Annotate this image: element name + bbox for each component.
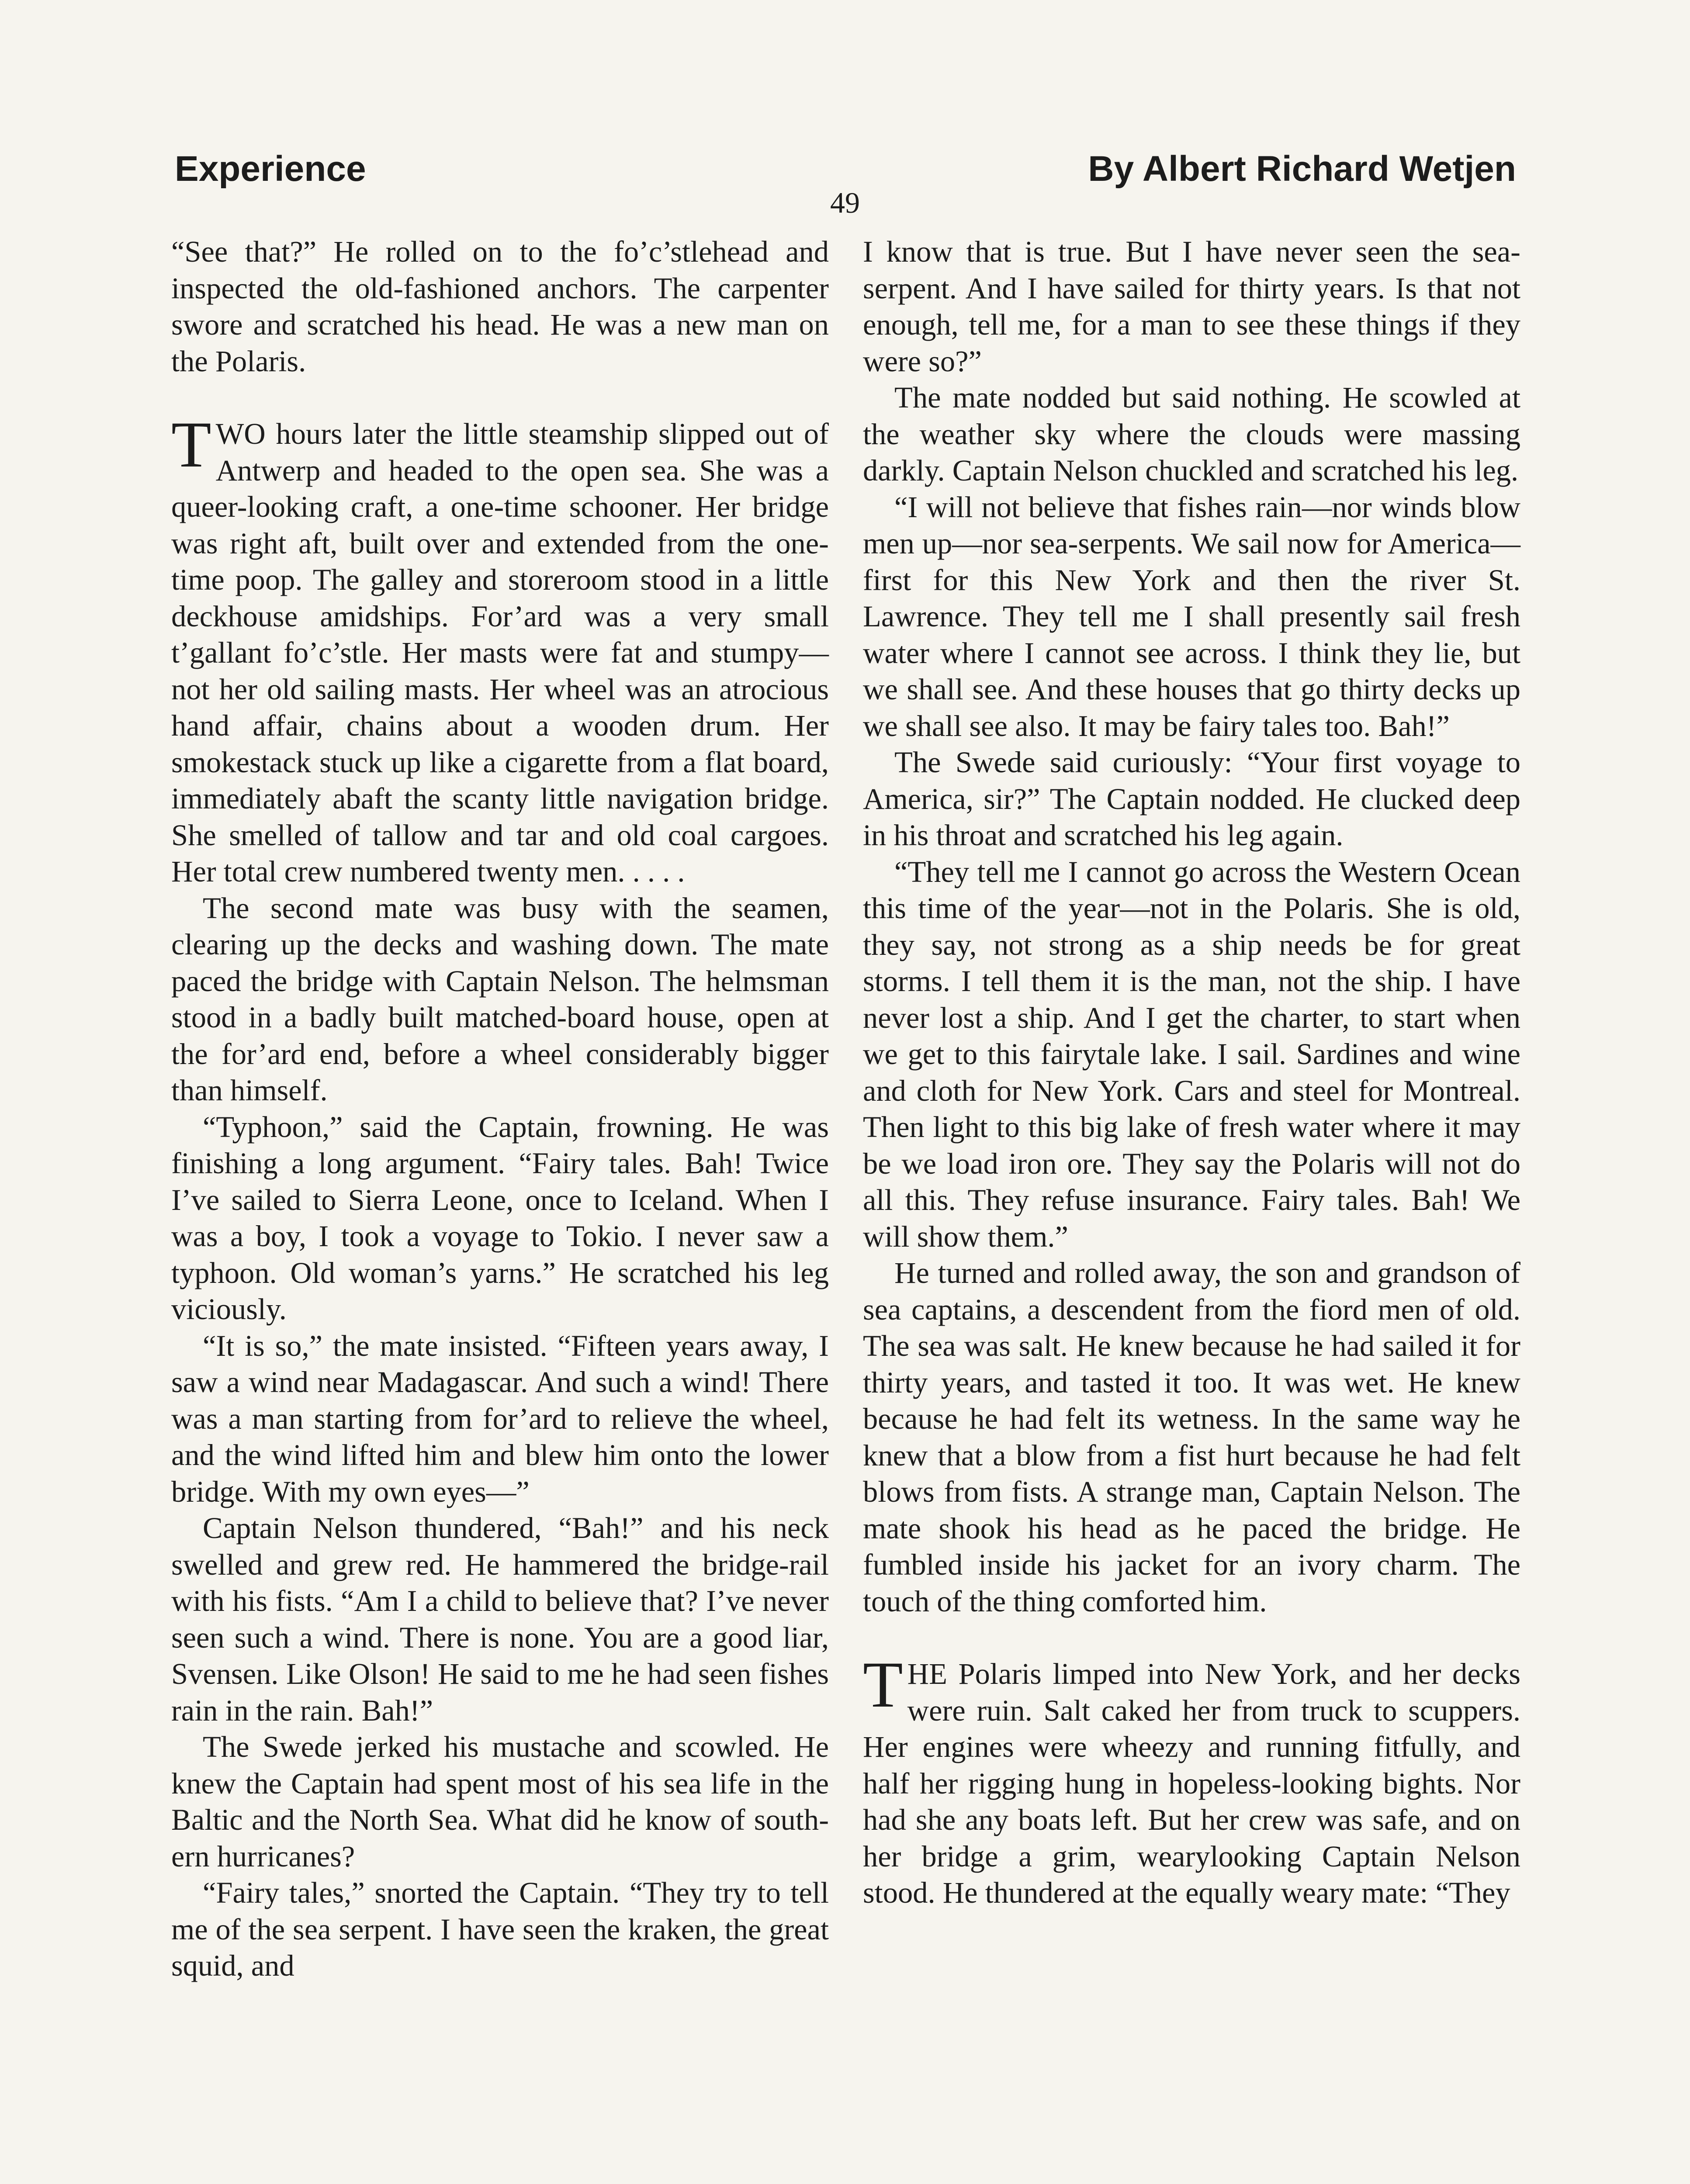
story-title: Experience <box>175 149 366 189</box>
paragraph: I know that is true. But I have never seen the sea-serpent. And I have sailed for thirty years. Is that not enough, tell me, for a man to see these things if they were so?” <box>863 235 1520 378</box>
paragraph: “See that?” He rolled on to the fo’c’stlehead and inspected the old-fashioned anchors. The carpenter swore and scratched his head. He was a new man on the Polaris. <box>171 235 829 378</box>
paragraph: TWO hours later the little steamship slipped out of Antwerp and headed to the open sea. She was a queer-looking craft, a one-time schooner. Her bridge was right aft, built over and extended from the one-time poop. The galley and storeroom stood in a little deckhouse amidships. For’ard was a very small t’gallant fo’c’stle. Her masts were fat and stumpy—not her old sailing masts. Her wheel was an atrocious hand affair, chains about a wooden drum. Her smokestack stuck up like a cigarette from a flat board, immediately abaft the scanty little navigation bridge. She smelled of tallow and tar and old coal cargoes. Her total crew numbered twenty men. . . . . <box>171 408 829 888</box>
paragraph: The Swede jerked his mustache and scowled. He knew the Captain had spent most of his sea life in the Baltic and the North Sea. What did he know of southern hurricanes? <box>171 1730 829 1873</box>
paragraph: The second mate was busy with the seamen, clearing up the decks and washing down. The mate paced the bridge with Captain Nelson. The helmsman stood in a badly built matched-board house, open at the for’ard end, before a wheel considerably bigger than himself. <box>171 891 829 1107</box>
paragraph: The Swede said curiously: “Your first voyage to America, sir?” The Captain nodded. He clucked deep in his throat and scratched his leg again. <box>863 746 1520 852</box>
paragraph: “I will not believe that fishes rain—nor winds blow men up—nor sea-serpents. We sail now for America—first for this New York and then the river St. Lawrence. They tell me I shall presently sail fresh water where I cannot see across. I think they lie, but we shall see. And these houses that go thirty decks up we shall see also. It may be fairy tales too. Bah!” <box>863 490 1520 743</box>
paragraph: Captain Nelson thundered, “Bah!” and his neck swelled and grew red. He hammered the bridge-rail with his fists. “Am I a child to believe that? I’ve never seen such a wind. There is none. You are a good liar, Svensen. Like Olson! He said to me he had seen fishes rain in the rain. Bah!” <box>171 1511 829 1727</box>
paragraph: The mate nodded but said nothing. He scowled at the weather sky where the clouds were massing darkly. Captain Nelson chuckled and scratched his leg. <box>863 381 1520 487</box>
paragraph: “Fairy tales,” snorted the Captain. “They try to tell me of the sea serpent. I have seen the kraken, the great squid, and <box>171 1876 829 1982</box>
page-number: 49 <box>830 186 860 219</box>
paragraph: “It is so,” the mate insisted. “Fifteen years away, I saw a wind near Madagascar. And such a wind! There was a man starting from for’ard to relieve the wheel, and the wind lifted him and blew him onto the lower bridge. With my own eyes—” <box>171 1329 829 1508</box>
paragraph: “Typhoon,” said the Captain, frowning. He was finishing a long argument. “Fairy tales. Bah! Twice I’ve sailed to Sierra Leone, once to Iceland. When I was a boy, I took a voyage to Tokio. I never saw a typhoon. Old woman’s yarns.” He scratched his leg viciously. <box>171 1110 829 1326</box>
left-column <box>171 234 829 1984</box>
story-byline: By Albert Richard Wetjen <box>1088 149 1516 189</box>
right-column <box>863 234 1520 1911</box>
paragraph: THE Polaris limped into New York, and her decks were ruin. Salt caked her from truck to scuppers. Her engines were wheezy and running fitfully, and half her rigging hung in hopeless-looking bights. Nor had she any boats left. But her crew was safe, and on her bridge a grim, wearylooking Captain Nelson stood. He thundered at the equally weary mate: “They <box>863 1648 1520 1909</box>
paragraph: “They tell me I cannot go across the Western Ocean this time of the year—not in the Polaris. She is old, they say, not strong as a ship needs be for great storms. I tell them it is the man, not the ship. I have never lost a ship. And I get the charter, to start when we get to this fairytale lake. I sail. Sardines and wine and cloth for New York. Cars and steel for Montreal. Then light to this big lake of fresh water where it may be we load iron ore. They say the Polaris will not do all this. They refuse insurance. Fairy tales. Bah! We will show them.” <box>863 855 1520 1253</box>
paragraph: He turned and rolled away, the son and grandson of sea captains, a descendent from the fiord men of old. The sea was salt. He knew because he had sailed it for thirty years, and tasted it too. It was wet. He knew because he had felt its wetness. In the same way he knew that a blow from a fist hurt because he had felt blows from fists. A strange man, Captain Nelson. The mate shook his head as he paced the bridge. He fumbled inside his jacket for an ivory charm. The touch of the thing comforted him. <box>863 1256 1520 1618</box>
